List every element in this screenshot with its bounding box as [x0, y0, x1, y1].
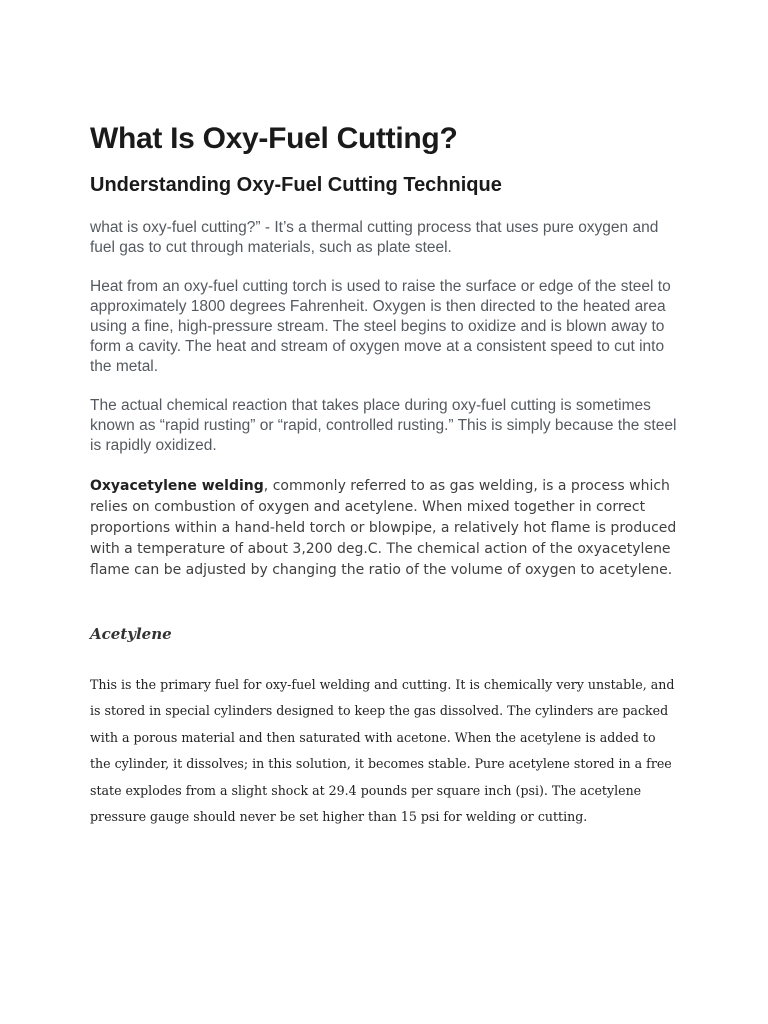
- page-title: What Is Oxy-Fuel Cutting?: [90, 122, 458, 155]
- heating-paragraph: Heat from an oxy-fuel cutting torch is used to raise the surface or edge of the steel to approximately 1800 degrees Fahrenheit. Oxygen is then directed to the heated area using a fine, high-pressure stream. The steel begins to oxidize and is blown away to form a cavity. The heat and stream of oxygen move at a consistent speed to cut into the metal.: [90, 278, 671, 375]
- oxyacetylene-paragraph: [90, 476, 680, 581]
- acetylene-heading: Acetylene: [90, 625, 172, 643]
- oxyacetylene-text: , commonly referred to as gas welding, is a process which relies on combustion of oxygen and acetylene. When mixed together in correct proportions within a hand-held torch or blowpipe, a relatively hot flame is produced with a temperature of about 3,200 deg.C. The chemical action of the oxyacetylene flame can be adjusted by changing the ratio of the volume of oxygen to acetylene.: [90, 478, 677, 578]
- reaction-paragraph: The actual chemical reaction that takes place during oxy-fuel cutting is sometimes known as “rapid rusting” or “rapid, controlled rusting.” This is simply because the steel is rapidly oxidized.: [90, 397, 677, 454]
- acetylene-paragraph: This is the primary fuel for oxy-fuel welding and cutting. It is chemically very unstable, and is stored in special cylinders designed to keep the gas dissolved. The cylinders are packed with a porous material and then saturated with acetone. When the acetylene is added to the cylinder, it dissolves; in this solution, it becomes stable. Pure acetylene stored in a free state explodes from a slight shock at 29.4 pounds per square inch (psi). The acetylene pressure gauge should never be set higher than 15 psi for welding or cutting.: [90, 677, 675, 825]
- page-subtitle: Understanding Oxy-Fuel Cutting Technique: [90, 174, 502, 196]
- intro-paragraph: what is oxy-fuel cutting?” - It’s a thermal cutting process that uses pure oxygen and fuel gas to cut through materials, such as plate steel.: [90, 219, 659, 256]
- oxyacetylene-term: Oxyacetylene welding: [90, 478, 264, 494]
